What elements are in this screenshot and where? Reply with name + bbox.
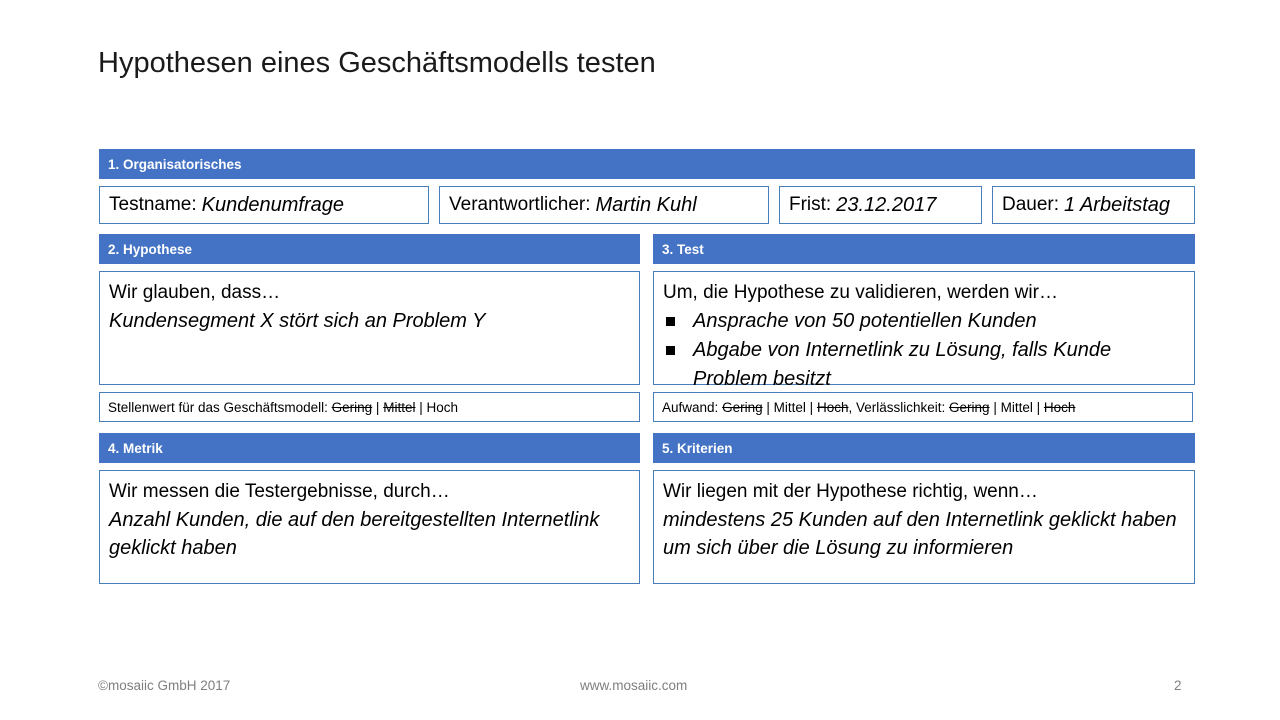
section-header-hypothese: 2. Hypothese [99,234,640,264]
testname-value: Kundenumfrage [201,193,344,216]
criteria-lead: Wir liegen mit der Hypothese richtig, wenn… [663,481,1038,502]
deadline-value: 23.12.2017 [836,193,937,216]
duration-value: 1 Arbeitstag [1064,193,1171,216]
separator: | [419,399,423,415]
reliability-option-mittel: Mittel [1000,399,1033,415]
importance-option-mittel: Mittel [383,399,416,415]
hypothesis-box [99,271,640,385]
deadline-label: Frist: [789,194,832,215]
separator: | [766,399,770,415]
separator: | [809,399,814,415]
owner-value: Martin Kuhl [595,193,697,216]
duration-field [992,186,1195,224]
owner-label: Verantwortlicher: [449,194,591,215]
reliability-option-hoch: Hoch [1043,399,1076,415]
slide-title: Hypothesen eines Geschäftsmodells testen [98,47,656,79]
effort-reliability-rating [653,392,1193,422]
importance-label: Stellenwert für das Geschäftsmodell: [108,399,328,415]
effort-option-mittel: Mittel [773,399,806,415]
effort-option-gering: Gering [722,399,763,415]
test-bullet-list [663,307,1185,394]
separator: | [993,399,997,415]
hypothesis-text: Kundensegment X stört sich an Problem Y [109,310,486,332]
importance-option-hoch: Hoch [426,399,459,415]
test-lead: Um, die Hypothese zu validieren, werden wir… [663,282,1058,303]
metric-lead: Wir messen die Testergebnisse, durch… [109,481,450,502]
importance-option-gering: Gering [331,399,373,415]
footer-website: www.mosaiic.com [580,678,688,693]
importance-rating [99,392,640,422]
separator: | [375,399,380,415]
test-bullet-item: Ansprache von 50 potentiellen Kunden [663,307,1185,336]
footer-page-number: 2 [1174,678,1182,693]
footer-copyright: ©mosaiic GmbH 2017 [98,678,231,693]
owner-field [439,186,769,224]
separator: | [1036,399,1041,415]
section-header-metrik: 4. Metrik [99,433,640,463]
testname-label: Testname: [109,194,197,215]
duration-label: Dauer: [1002,194,1060,215]
effort-option-hoch: Hoch [816,399,849,415]
section-header-test: 3. Test [653,234,1195,264]
section-header-organisatorisches: 1. Organisatorisches [99,149,1195,179]
reliability-label: , Verlässlichkeit: [848,399,946,415]
hypothesis-lead: Wir glauben, dass… [109,282,281,303]
metric-box [99,470,640,584]
testname-field [99,186,429,224]
metric-text: Anzahl Kunden, die auf den bereitgestellten Internetlink geklickt haben [109,509,600,559]
section-header-kriterien: 5. Kriterien [653,433,1195,463]
test-bullet-item: Abgabe von Internetlink zu Lösung, falls Kunde Problem besitzt [663,336,1185,394]
effort-label: Aufwand: [662,399,719,415]
test-box [653,271,1195,390]
criteria-text: mindestens 25 Kunden auf den Internetlink geklickt haben um sich über die Lösung zu informieren [663,509,1177,559]
criteria-box [653,470,1195,584]
reliability-option-gering: Gering [949,399,990,415]
deadline-field [779,186,982,224]
